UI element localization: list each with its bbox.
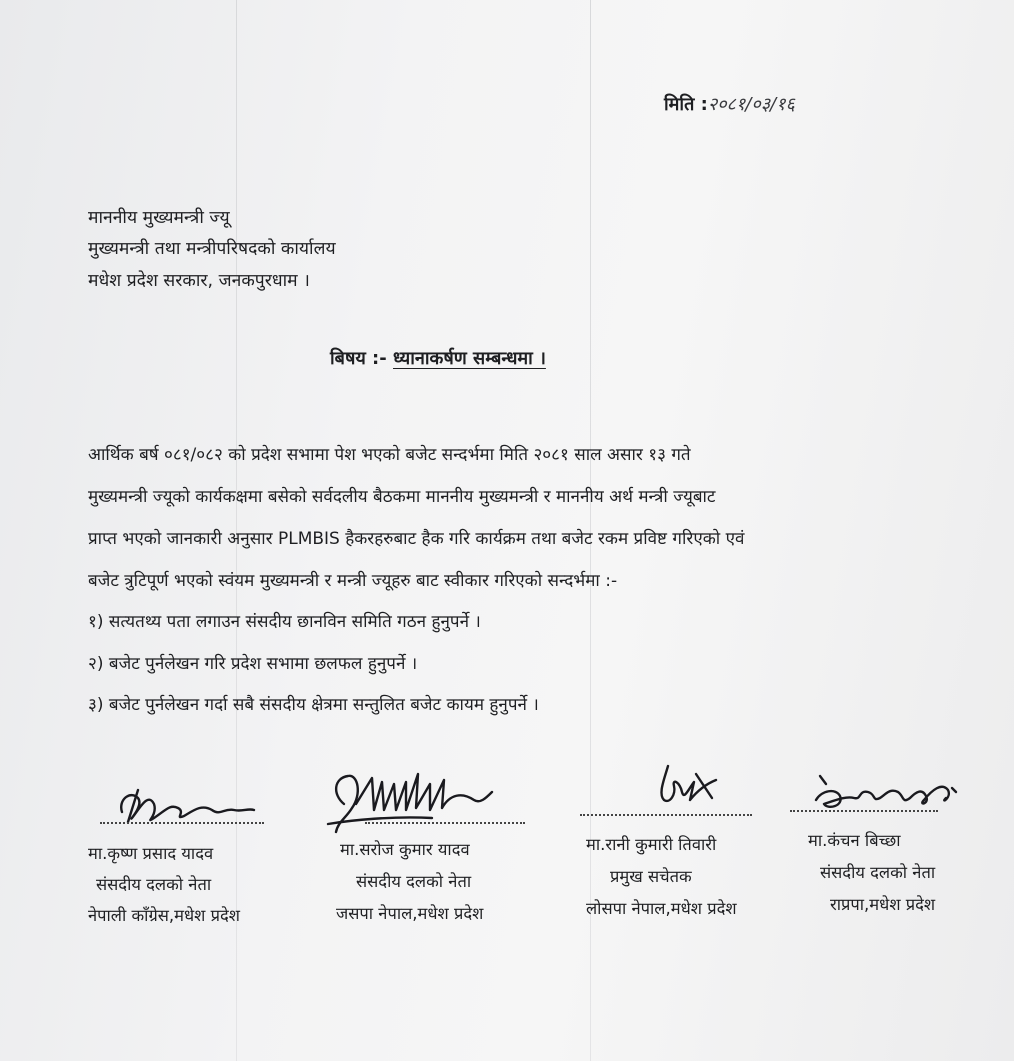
recipient-line-2: मुख्यमन्त्री तथा मन्त्रीपरिषदको कार्यालय	[88, 239, 336, 259]
signatory-3-role: प्रमुख सचेतक	[610, 867, 692, 886]
signature-line-1	[100, 822, 264, 824]
signatory-3-name: मा.रानी कुमारी तिवारी	[586, 835, 717, 854]
signatory-1-name: मा.कृष्ण प्रसाद यादव	[88, 844, 214, 863]
signature-line-3	[580, 814, 752, 816]
signatory-2-party: जसपा नेपाल,मधेश प्रदेश	[336, 904, 484, 923]
subject-line	[330, 346, 546, 370]
body-line-1: आर्थिक बर्ष ०८१/०८२ को प्रदेश सभामा पेश भएको बजेट सन्दर्भमा मिति २०८१ साल असार १३ गते	[88, 445, 691, 465]
demand-item-3: ३) बजेट पुर्नलेखन गर्दा सबै संसदीय क्षेत्रमा सन्तुलित बजेट कायम हुनुपर्ने ।	[88, 695, 539, 715]
signature-line-2	[365, 822, 525, 824]
body-line-2: मुख्यमन्त्री ज्यूको कार्यकक्षमा बसेको सर्वदलीय बैठकमा माननीय मुख्यमन्त्री र माननीय अर्थ मन्त्री ज्यूबाट	[88, 487, 716, 507]
signatory-1-party: नेपाली काँग्रेस,मधेश प्रदेश	[88, 906, 241, 925]
signatory-4-name: मा.कंचन बिच्छा	[808, 831, 901, 850]
subject-text: ध्यानाकर्षण सम्बन्धमा ।	[393, 348, 546, 369]
signatory-2-role: संसदीय दलको नेता	[356, 872, 472, 891]
demand-item-2: २) बजेट पुर्नलेखन गरि प्रदेश सभामा छलफल हुनुपर्ने ।	[88, 654, 418, 674]
demand-item-1: १) सत्यतथ्य पता लगाउन संसदीय छानविन समिति गठन हुनुपर्ने ।	[88, 612, 481, 632]
subject-label: बिषय :-	[330, 348, 387, 369]
recipient-line-3: मधेश प्रदेश सरकार, जनकपुरधाम ।	[88, 271, 310, 291]
signatory-4-party: राप्रपा,मधेश प्रदेश	[830, 895, 936, 914]
body-line-4: बजेट त्रुटिपूर्ण भएको स्वंयम मुख्यमन्त्री र मन्त्री ज्यूहरु बाट स्वीकार गरिएको सन्दर्भमा :-	[88, 571, 618, 591]
signature-line-4	[790, 810, 938, 812]
date-label: मिति :	[664, 94, 708, 115]
recipient-line-1: माननीय मुख्यमन्त्री ज्यू	[88, 208, 230, 228]
signature-2	[322, 764, 502, 844]
signature-3	[650, 760, 730, 812]
signatory-2-name: मा.सरोज कुमार यादव	[340, 840, 470, 859]
date-value: २०८१/०३/१६	[707, 94, 795, 115]
signatory-1-role: संसदीय दलको नेता	[96, 875, 212, 894]
signatory-4-role: संसदीय दलको नेता	[820, 863, 936, 882]
body-line-3: प्राप्त भएको जानकारी अनुसार PLMBIS हैकरहरुबाट हैक गरि कार्यक्रम तथा बजेट रकम प्रविष्ट गरिएको एवं	[88, 529, 745, 549]
letter-date	[664, 92, 795, 116]
signatory-3-party: लोसपा नेपाल,मधेश प्रदेश	[586, 899, 737, 918]
